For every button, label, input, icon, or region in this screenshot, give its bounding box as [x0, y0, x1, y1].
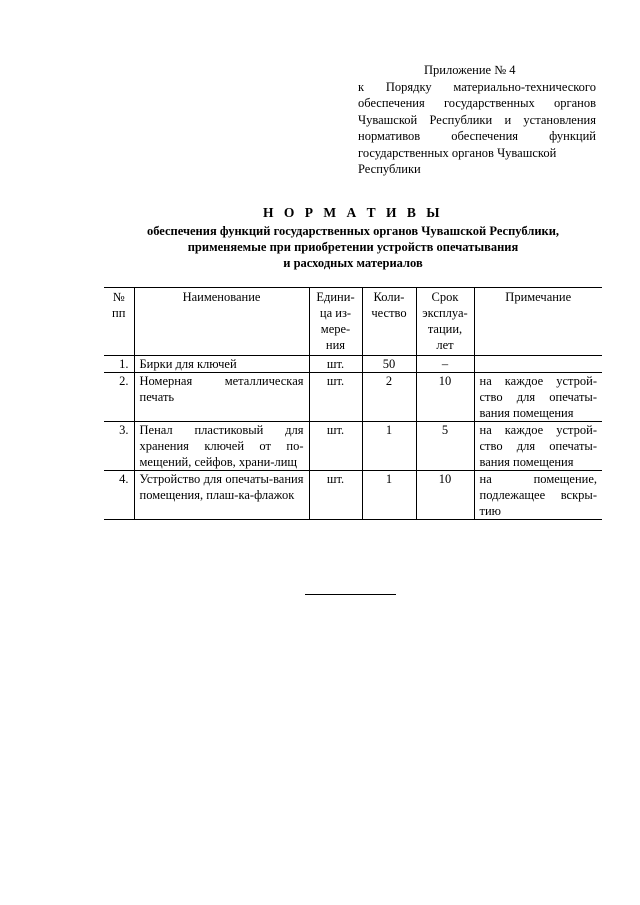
table-row: [104, 356, 602, 373]
norms-table: [104, 287, 602, 520]
title-line-1: обеспечения функций государственных органов Чувашской Республики,: [146, 224, 560, 238]
row-name: Устройство для опечаты-вания помещения, плаш-ка-флажок: [134, 471, 309, 520]
row-qty: 1: [362, 471, 416, 520]
row-unit: шт.: [309, 373, 362, 422]
appendix-block: [358, 62, 596, 178]
row-term: –: [416, 356, 474, 373]
header-num: № пп: [104, 288, 134, 356]
appendix-text: [358, 79, 596, 178]
row-num: 2.: [104, 373, 134, 422]
document-title: [104, 205, 602, 271]
row-unit: шт.: [309, 471, 362, 520]
row-term: 5: [416, 422, 474, 471]
table-row: [104, 422, 602, 471]
row-note: на каждое устрой-ство для опечаты-вания помещения: [474, 373, 602, 422]
appendix-tail: Республики: [358, 162, 421, 176]
row-unit: шт.: [309, 422, 362, 471]
header-name: Наименование: [134, 288, 309, 356]
row-name: Пенал пластиковый для хранения ключей от по-мещений, сейфов, храни-лищ: [134, 422, 309, 471]
row-qty: 50: [362, 356, 416, 373]
header-unit: Едини- ца из- мере- ния: [309, 288, 362, 356]
appendix-body: к Порядку материально-технического обеспечения государственных органов Чувашской Республики и установления нормативов обеспечения функций государственных органов Чувашской: [358, 79, 596, 160]
row-num: 4.: [104, 471, 134, 520]
row-note: [474, 356, 602, 373]
header-note: Примечание: [474, 288, 602, 356]
row-num: 3.: [104, 422, 134, 471]
row-term: 10: [416, 471, 474, 520]
table-row: [104, 373, 602, 422]
header-qty: Коли- чество: [362, 288, 416, 356]
row-name: Бирки для ключей: [134, 356, 309, 373]
title-line-2: применяемые при приобретении устройств опечатывания: [187, 240, 519, 254]
row-name: Номерная металлическая печать: [134, 373, 309, 422]
row-note: на помещение, подлежащее вскры-тию: [474, 471, 602, 520]
row-note: на каждое устрой-ство для опечаты-вания помещения: [474, 422, 602, 471]
row-term: 10: [416, 373, 474, 422]
separator-line: [305, 594, 396, 595]
table-row: [104, 471, 602, 520]
row-qty: 2: [362, 373, 416, 422]
title-main: Н О Р М А Т И В Ы: [262, 205, 443, 220]
header-term: Срок эксплуа- тации, лет: [416, 288, 474, 356]
row-num: 1.: [104, 356, 134, 373]
row-qty: 1: [362, 422, 416, 471]
row-unit: шт.: [309, 356, 362, 373]
table-header-row: [104, 288, 602, 356]
appendix-heading: Приложение № 4: [424, 63, 516, 77]
title-line-3: и расходных материалов: [283, 256, 423, 270]
